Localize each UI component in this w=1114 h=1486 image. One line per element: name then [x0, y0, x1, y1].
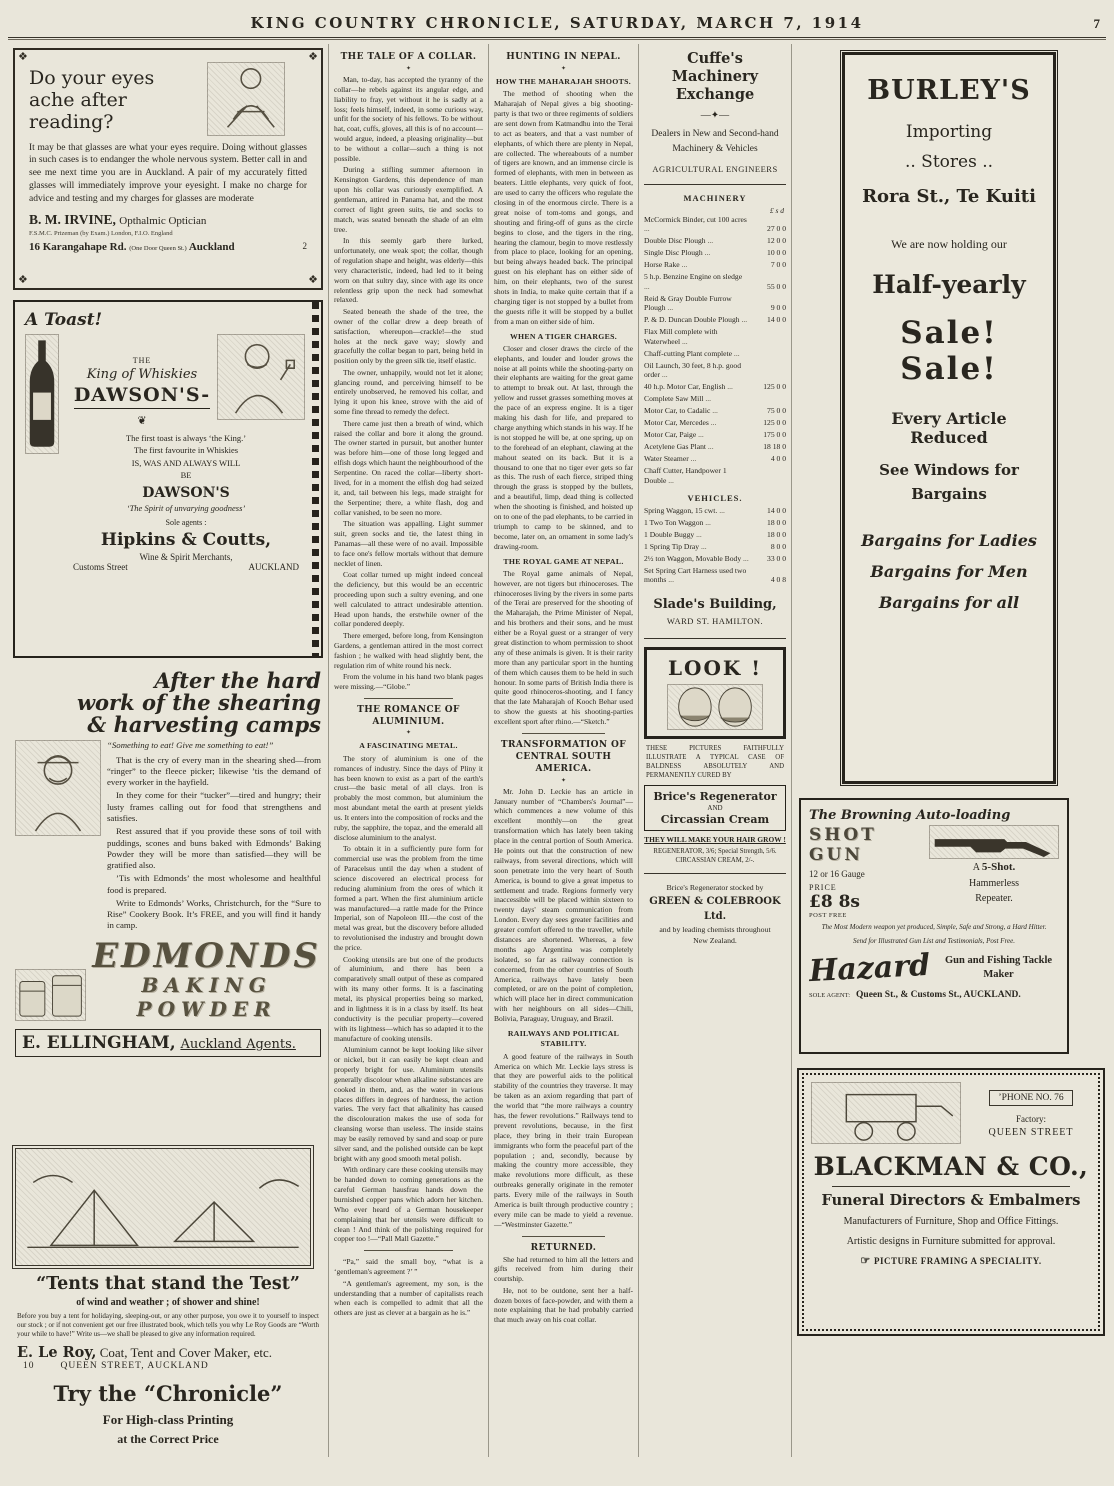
premises-line — [644, 597, 786, 626]
stockists-block — [644, 882, 786, 947]
article-body — [334, 1257, 483, 1318]
price-row: Flax Mill complete with Waterwheel ... — [644, 327, 786, 346]
chronicle-printing-ad — [13, 1381, 323, 1447]
price-row: McCormick Binder, cut 100 acres ... 27 0 0 — [644, 215, 786, 234]
paragraph: Cooking utensils are but one of the products of aluminium, and there has been a comparatively small output of these as compared with its many other forms. It is a fascinating metal, its physical properties being so marked, and in lightness it is in a class by itself. Its heat conductivity is the peculiar property—covered with its lightness—which has so adapted it to the manufacture of cooking utensils. — [334, 954, 483, 1043]
section-rule — [644, 638, 786, 639]
article-divider — [364, 698, 453, 699]
paragraph: ’Tis with Edmonds’ the most wholesome and healthful food is prepared. — [107, 873, 321, 895]
browning-shotgun-ad — [799, 798, 1069, 1054]
paragraph: Bargains for all — [878, 593, 1020, 612]
blackman-funeral-ad — [797, 1068, 1105, 1336]
masthead-rule-thin — [8, 39, 1106, 40]
article-subtitle: A FASCINATING METAL. — [359, 741, 458, 751]
paragraph: The first toast is always ‘the King.’ — [125, 433, 247, 443]
paragraph: “A gentleman's agreement, my son, is the understanding that a number of capitalists reach when each is compelled to admit that all the others are just as clever at a bargain as he is.” — [334, 1278, 483, 1318]
paragraph: That is the cry of every man in the shearing shed—from “ringer” to the fleece picker; likewise ’tis the demand of every worker in the hayfield. — [107, 754, 321, 788]
toasting-gentleman-illustration — [217, 334, 305, 420]
bald-heads-illustration — [667, 684, 763, 730]
price-row: Water Steamer ... 4 0 0 — [644, 454, 786, 463]
edmonds-baking-powder-ad — [13, 668, 323, 1138]
building-address: WARD ST. HAMILTON. — [666, 615, 764, 626]
paragraph: Coat collar turned up might indeed conceal the deficiency, but this would be an eccentric proceeding upon such a sultry evening, and one well calculated to attract undesirable attention. Head upon hands, the erstwhile owner of the collar pondered deeply. — [334, 570, 483, 629]
paragraph: With ordinary care these cooking utensils may be handed down to coming generations as the careful German hausfrau hands down the burnished copper pans which adorn her kitchen. Who ever heard of a German housekeeper complaining that her utensils were difficult to clean ! And think of the polishing required for copper too !—“Pall Mall Gazette.” — [334, 1165, 483, 1244]
advertiser-name — [13, 1344, 323, 1361]
article-title: HUNTING IN NEPAL. — [506, 52, 621, 62]
ad-headline: The Browning Auto-loading — [809, 808, 1011, 823]
ad-headline: Do your eyes ache after reading? — [29, 67, 155, 133]
product-name: Brice's Regenerator — [653, 789, 777, 803]
reading-man-illustration — [207, 62, 285, 136]
paragraph: He, not to be outdone, sent her a half-dozen boxes of face-powder, and with them a note explaining that he had probably carried that much away on his coat collar. — [494, 1285, 633, 1325]
column-ads-left — [8, 44, 328, 1457]
paragraph: Mr. John D. Leckie has an article in January number of “Chambers's Journal”—which commences a new volume of this excellent monthly—on the great transformation which has lately been taking place in the central portion of South America. He points out that the construction of new railways, from several directions, which will soon penetrate into the very heart of South America, is bound to give a great impetus to settlement and trade. Regions formerly very inaccessible will be placed within sixteen to twenty days' steam communication from London. Every day sees greater facilities and greater comfort offered to the traveller, while distances are shortened. Whereas, a few months ago Argentina was completely isolated, so far as railway connection is concerned, from the other countries of South America, railways have lately been completed, or are on the point of completion, which will place her in direct communication with her neighbours on all sides—Chili, Bolivia, Paraguay, Uruguay, and Brazil. — [494, 786, 633, 1024]
ad-headline: Try the “Chronicle” — [53, 1381, 283, 1407]
agents-city: AUCKLAND — [248, 562, 299, 573]
ad-corner-mark: 2 — [302, 240, 307, 251]
sole-agents-label: Sole agents : — [165, 518, 207, 528]
paragraph: A good feature of the railways in South America on which Mr. Leckie lays stress is that they are powerful aids to the political stability of the countries they traverse. It may be taken as an axiom regarding that part of the world that “the more railways a country has, the fewer revolutions.” Railways tend to prevent revolutions, because, in the first place, they bring in their train European immigrants who form the peaceful part of the population ; and, secondly, because by making the country more accessible, they make revolutions more difficult, as these outbreaks generally originate in the remoter parts. Every mile of the railways in South America is built through productive country ; every mile can be made to yield a revenue.—“Westminster Gazette.” — [494, 1051, 633, 1229]
price-row: 5 h.p. Benzine Engine on sledge ... 55 0 0 — [644, 272, 786, 291]
brand-name-repeat: DAWSON'S — [142, 485, 230, 502]
tent-camp-illustration — [15, 1148, 311, 1266]
price-row: Chaff Cutter, Handpower 1 Double ... — [644, 466, 786, 485]
slogan-lines — [67, 432, 305, 481]
price-row: Complete Saw Mill ... — [644, 394, 786, 403]
divider-ornament-icon: ✦ — [560, 65, 567, 72]
brand-name: DAWSON'S- — [74, 384, 210, 409]
divider-ornament-icon: ✦ — [560, 777, 567, 784]
contact-block — [971, 1082, 1091, 1144]
vehicles-heading: VEHICLES. — [687, 493, 743, 503]
machinery-heading: MACHINERY — [683, 192, 747, 203]
paragraph: Bargains for Ladies — [861, 531, 1037, 550]
ad-blurb: Send for Illustrated Gun List and Testimonials, Post Free. — [852, 936, 1016, 945]
street-address: 16 Karangahape Rd. — [29, 240, 127, 253]
ad-line: .. Stores .. — [904, 152, 994, 172]
price-row: Oil Launch, 30 feet, 8 h.p. good order ... — [644, 361, 786, 380]
ad-line: at the Correct Price — [117, 1432, 219, 1447]
address-note: (One Door Queen St.) — [129, 244, 187, 252]
toast-script-headline: A Toast! — [25, 310, 103, 330]
article-title: RETURNED. — [530, 1242, 597, 1253]
ad-address: Rora St., Te Kuiti — [862, 186, 1036, 207]
gauge-line: 12 or 16 Gauge — [809, 869, 865, 879]
corner-ornament-icon: ❖ — [308, 51, 318, 63]
speciality-text: PICTURE FRAMING A SPECIALITY. — [873, 1256, 1042, 1266]
paragraph: During a stifling summer afternoon in Kensington Gardens, this dependence of man upon his collar was curiously exemplified. A gentleman, attired in Panama hat, and the most correct of light green suits, tie and socks to match, was seated beneath the shade of an elm tree. — [334, 165, 483, 234]
cuffes-machinery-ad — [644, 50, 786, 626]
dealer-address: Queen St., & Customs St., AUCKLAND. — [856, 989, 1021, 1000]
advertiser-name — [644, 50, 786, 104]
ad-body: It may be that glasses are what your eyes require. Doing without glasses in such cases is to endanger the whole nervous system. Better call in and see me next time you are in Auckland. A pair of my accurately fitted glasses will immediately improve your eyesight. I make no charge for advice and testing and my charges for glasses are moderate — [29, 142, 307, 204]
paragraph: The owner, unhappily, would not let it alone; glancing round, and perceiving himself to be entirely unobserved, he removed his collar, and lying it upon his knee, strove with the aid of some fine thread to remedy the defect. — [334, 367, 483, 417]
ad-blurb: The Most Modern weapon yet produced, Simple, Safe and Strong, a Hard Hitter. — [821, 923, 1047, 931]
advertiser-name — [29, 212, 307, 228]
ad-tagline: Dealers in New and Second-hand Machinery & Vehicles — [651, 129, 779, 154]
bargains-list — [855, 531, 1043, 612]
price-row: P. & D. Duncan Double Plough ... 14 0 0 — [644, 315, 786, 324]
corner-ornament-icon: ❖ — [308, 274, 318, 286]
paragraph: Closer and closer draws the circle of the elephants, and louder and louder grows the noise at all points while the shooting-party on their elephants are waiting for the great game to attempt to break out. At last, through the yellow and russet grasses something moves at the pace of an express engine. It is a tiger making his dash for life, and prepared to charge anything which stands in his way. If he is not stopped he will be, at one spring, up on to the forehead of an elephant, clawing at the mahout seated on its back. But it is a thousand to one that no tiger ever gets so far as this. The rush of each fierce, striped thing through the grass is stopped by the bullets, and a beautiful, limp, dead thing is collected when the shooting is finished, and hoisted up on to one of the pad elephants, to be carried in triumph to camp to be skinned, and to become, later on, an ornament in some lady's drawing-room. — [494, 343, 633, 551]
price-row: 40 h.p. Motor Car, English ... 125 0 0 — [644, 382, 786, 391]
factory-label: Factory: — [1016, 1114, 1046, 1124]
price-row: Spring Waggon, 15 cwt. ... 14 0 0 — [644, 506, 786, 515]
feature-repeater: Repeater. — [975, 892, 1013, 904]
article-body — [494, 344, 633, 552]
price-row: Reid & Gray Double Furrow Plough ... 9 0 0 — [644, 294, 786, 313]
shotgun-illustration — [929, 825, 1059, 859]
feature-lines — [929, 859, 1059, 906]
sale-headline: Half-yearly — [872, 270, 1026, 299]
post-free-label: POST FREE — [809, 912, 847, 919]
advertiser-name: BLACKMAN & CO., — [813, 1152, 1089, 1181]
ad-body — [107, 755, 321, 932]
article-subhead: WHEN A TIGER CHARGES. — [509, 331, 618, 341]
sale-line: Bargains — [911, 485, 987, 503]
ad-caption: THESE PICTURES FAITHFULLY ILLUSTRATE A TYPICAL CASE OF BALDNESS ABSOLUTELY AND PERMANENTLY CURED BY — [646, 744, 784, 780]
article-tale-of-a-collar — [334, 52, 483, 692]
agent-name: E. ELLINGHAM, — [22, 1033, 176, 1054]
headline-line: After the hard — [154, 668, 321, 693]
whisky-bottle-illustration — [25, 334, 59, 454]
article-joke — [334, 1257, 483, 1318]
conjunction-label: AND — [707, 803, 723, 812]
price-row: 2½ ton Waggon, Movable Body ... 33 0 0 — [644, 554, 786, 563]
price-row: Horse Rake ... 7 0 0 — [644, 260, 786, 269]
brand-line: EDMONDS — [92, 936, 321, 977]
product-box — [644, 785, 786, 831]
article-subhead: THE ROYAL GAME AT NEPAL. — [503, 556, 624, 566]
address-line — [29, 241, 307, 253]
ad-role: AGRICULTURAL ENGINEERS — [652, 163, 778, 174]
brand-motto: ‘The Spirit of unvarying goodness’ — [126, 503, 246, 514]
article-body — [334, 75, 483, 692]
article-body — [494, 89, 633, 326]
street-number: 10 — [23, 1361, 35, 1372]
article-body — [494, 569, 633, 727]
section-rule — [832, 1186, 1070, 1187]
feature-hammerless: Hammerless — [969, 877, 1019, 889]
ad-line: Artistic designs in Furniture submitted for approval. — [846, 1235, 1056, 1247]
look-box — [644, 647, 786, 739]
ad-line: We are now holding our — [891, 237, 1007, 251]
paragraph: Aluminium cannot be kept looking like silver or nickel, but it can easily be kept clean and properly bright for use. Aluminium utensils generally discolour when alkaline substances are cooked in them, and, as the water in various places differs in degrees of hardness, the action varies. The very fact that alkalinity has caused the discolouration makes the use of soda for cleansing worse than useless. The inside stains may be easily removed by sand and soap or pure silver sand, and the polished outside can be kept bright with any good smooth metal polish. — [334, 1045, 483, 1163]
ad-headline: “Tents that stand the Test” — [36, 1274, 300, 1294]
brand-line: BAKING — [141, 973, 272, 998]
brices-hair-ad — [644, 647, 786, 947]
price-row: Double Disc Plough ... 12 0 0 — [644, 236, 786, 245]
price-row: Motor Car, to Cadalic ... 75 0 0 — [644, 406, 786, 415]
factory-address: QUEEN STREET — [988, 1127, 1074, 1138]
leroy-tents-ad — [13, 1148, 323, 1371]
headline-line: & harvesting camps — [87, 712, 321, 738]
paragraph: In this seemly garb there lurked, unfortunately, one weak spot; the collar, though of regulation shape and height, was elderly—this very characteristic, indeed, had led to it being worn on that sultry day, since with age its once relentless grip upon the neck had somewhat relaxed. — [334, 236, 483, 305]
stocked-by-line: and by leading chemists throughout — [659, 924, 771, 934]
article-title: THE TALE OF A COLLAR. — [340, 52, 477, 62]
speciality-line — [811, 1254, 1091, 1267]
price-row: Motor Car, Paige ... 175 0 0 — [644, 430, 786, 439]
section-rule — [644, 184, 786, 185]
page-columns — [8, 44, 1106, 1457]
advertiser-role: Coat, Tent and Cover Maker, etc. — [99, 1345, 273, 1361]
street-address: QUEEN STREET, AUCKLAND — [60, 1361, 209, 1372]
paragraph: From the volume in his hand two blank pages were missing.—“Globe.” — [334, 671, 483, 691]
newspaper-title: KING COUNTRY CHRONICLE, SATURDAY, MARCH 7, 1914 — [250, 14, 864, 32]
city: Auckland — [188, 240, 235, 253]
agent-line — [15, 1029, 321, 1057]
address-line — [13, 1361, 323, 1371]
paragraph: There emerged, before long, from Kensington Gardens, a gentleman attired in the most correct fashion ; he walked with head slightly bent, the regulation rim of white round his neck. — [334, 630, 483, 670]
article-subhead: HOW THE MAHARAJAH SHOOTS. — [495, 76, 631, 86]
corner-ornament-icon: ❖ — [18, 51, 28, 63]
phone-number: ’PHONE NO. 76 — [989, 1090, 1072, 1106]
stocked-by-line: Brice's Regenerator stocked by — [666, 882, 764, 892]
irvine-optician-ad — [13, 48, 323, 290]
article-transformation-south-america — [494, 740, 633, 1230]
price-row: Motor Car, Mercedes ... 125 0 0 — [644, 418, 786, 427]
ad-promise: THEY WILL MAKE YOUR HAIR GROW ! — [644, 834, 786, 844]
product-name: SHOT GUN — [809, 825, 877, 865]
paragraph: IS, WAS AND ALWAYS WILL — [131, 457, 241, 468]
article-body — [494, 787, 633, 1024]
paragraph: “Pa,” said the small boy, “what is a ‘gentleman's agreement ?’ ” — [334, 1257, 483, 1277]
advertiser-role: Funeral Directors & Embalmers — [821, 1192, 1081, 1209]
ad-line: For High-class Printing — [102, 1412, 234, 1428]
article-body — [334, 754, 483, 1245]
brand-tagline: King of Whiskies — [86, 367, 198, 382]
advertiser-role: Opthalmic Optician — [119, 214, 207, 227]
agents-street: Customs Street — [73, 562, 128, 573]
article-body — [494, 1255, 633, 1326]
pointing-hand-icon: ☞ — [860, 1255, 874, 1267]
paragraph: The first favourite in Whiskies — [133, 445, 239, 456]
ad-subhead: of wind and weather ; of shower and shine! — [76, 1297, 260, 1308]
paragraph: In they come for their “tucker”—tired and hungry; their lusty frames calling out for food that strengthens and satisfies. — [107, 790, 321, 824]
advertiser-name-text: B. M. IRVINE, — [29, 211, 116, 227]
paragraph: There came just then a breath of wind, which raised the collar and bore it along the ground. The owner started in pursuit, but another hunter was before him—one of those long legged and elfish dogs which haunt the neighbourhood of the Serpentine. On raced the collar—liberty short-lived, for in a moment the elfish dog had seized it, and, tail between his legs, made straight for the Serpentine; there, a white flash, dog and collar vanished, to be seen no more. — [334, 418, 483, 517]
brand-prefix: THE — [132, 356, 152, 365]
price-row: Single Disc Plough ... 10 0 0 — [644, 248, 786, 257]
column-ads-right — [791, 44, 1106, 1457]
hearse-illustration — [811, 1082, 961, 1144]
advertiser-name: BURLEY'S — [867, 75, 1031, 106]
paragraph: Rest assured that if you provide these sons of toil with puddings, scones and buns baked with Edmonds’ Baking Powder they will be more than satisfied—they will be gratified also. — [107, 826, 321, 871]
article-title: TRANSFORMATION OF CENTRAL SOUTH AMERICA. — [500, 740, 627, 774]
agents-name: Hipkins & Coutts, — [100, 530, 272, 551]
sale-line: See Windows for — [879, 461, 1019, 479]
article-returned — [494, 1243, 633, 1326]
divider-ornament-icon: —✦— — [700, 110, 730, 122]
sale-headline: Sale! Sale! — [900, 315, 998, 387]
paragraph: The method of shooting when the Maharajah of Nepal gives a big shooting-party is that two or three regiments of soldiers are sent down from Katmandhu into the Terai to act as beaters, and that a vast number of elephants, of which there are plenty in Nepal, are collected. The whereabouts of a number of tigers are known, and an immense circle is formed of elephants, with men in between as beaters. Little elephants, very quick of foot, are used to carry the officers who regulate the closing in of the enormous circle. There is a great noise of tom-toms and gongs, and shouting and firing-off of guns as the circle begins to close, and the tigers in the ring, hearing the clamour, begin to move restlessly from place to place, looking for an opening, but being always headed back. The principal guest on his elephant has on either side of him, on their elephants, two of the surest shots in India, to make quite certain that if a charging tiger is not stopped by a bullet from the guests rifle it will be stopped by a bullet from a man on either side of him. — [494, 89, 633, 326]
article-romance-of-aluminium — [334, 705, 483, 1245]
paragraph: The situation was appalling. Light summer suit, green socks and tie, the latest thing in Panamas—all these were of no avail. Impossible to face one's fellow mortals without that demure necklet of linen. — [334, 519, 483, 568]
currency-header: £ s d — [769, 205, 784, 215]
article-divider — [522, 1236, 605, 1237]
credentials: F.S.M.C. Prizeman (by Exam.) London, F.I.O. England — [29, 229, 173, 237]
feature-shots: 5-Shot. — [981, 861, 1016, 873]
paragraph: Write to Edmonds’ Works, Christchurch, for the “Sure to Rise” Cookery Book. It’s FREE, and you will find it handy in camp. — [107, 897, 321, 931]
paragraph: Man, to-day, has accepted the tyranny of the collar—he rebels against its angular edge, and liability to fray, yet without it he is sadly at a loss; feels himself, indeed, in some curious way, unfit for the society of his fellows. To be without hat, coat, cuffs, gloves, all this is of no account—would argue, indeed, a pleasing originality—but to be without a collar—such a thing is not possible. — [334, 74, 483, 163]
advertiser-name-line: Cuffe's Machinery — [671, 50, 759, 86]
machinery-price-list — [644, 215, 786, 485]
advertiser-name-line: Exchange — [675, 86, 755, 104]
baking-powder-tins-illustration — [15, 969, 86, 1021]
price-row: Set Spring Cart Harness used two months ... 4 0 8 — [644, 566, 786, 585]
vehicles-price-list — [644, 506, 786, 585]
price-row: 1 Two Ton Waggon ... 18 0 0 — [644, 518, 786, 527]
ad-headline — [15, 670, 321, 736]
agent-role: Auckland Agents. — [180, 1037, 296, 1053]
price-line: REGENERATOR, 3/6; Special Strength, 5/6. CIRCASSIAN CREAM, 2/-. — [653, 847, 777, 864]
article-body — [494, 1052, 633, 1230]
price-row: Chaff-cutting Plant complete ... — [644, 349, 786, 358]
paragraph: To obtain it in a sufficiently pure form for commercial use was the problem from the time of Paracelsus until the day when a student of science discovered an electrical process for reducing aluminium from the ores of which it formed a part. When the first aluminium article was manufactured—a rattle made for the Prince Imperial, son of Napoleon III.—the cost of the metal was great, but the discovery before alluded to revolutionised the industry and brought down the price. — [334, 844, 483, 953]
dealer-role: Gun and Fishing Tackle Maker — [944, 955, 1053, 981]
product-name: Circassian Cream — [660, 812, 770, 826]
column-articles-1 — [328, 44, 488, 1457]
ad-quote: “Something to eat! Give me something to eat!” — [107, 740, 274, 751]
price-row: 1 Double Buggy ... 18 0 0 — [644, 530, 786, 539]
paragraph: The story of aluminium is one of the romances of industry. Since the days of Pliny it has been known to exist as a part of the earth's crust—the basic metal of all clays. Iron is probably the most common, but aluminium the most abundant metal the earth at present yields us. It enters into the composition of rocks and the ruby, the sapphire, the topaz, and the emerald all disclose aluminium to the analyst. — [334, 753, 483, 842]
advertiser-name-text: E. Le Roy, — [17, 1344, 97, 1362]
dawsons-whisky-ad — [13, 300, 323, 658]
ad-line: Manufacturers of Furniture, Shop and Office Fittings. — [843, 1216, 1059, 1227]
dealer-signature: Hazard — [808, 947, 931, 989]
masthead-rule — [8, 37, 1106, 38]
page-number: 7 — [1093, 16, 1100, 31]
ad-headline: LOOK ! — [667, 655, 763, 680]
section-rule — [644, 873, 786, 874]
stockist-name: GREEN & COLEBROOK Ltd. — [649, 895, 781, 922]
sole-agent-label: SOLE AGENT: — [809, 991, 851, 999]
masthead — [8, 4, 1106, 37]
headline-line: work of the shearing — [76, 690, 321, 716]
column-articles-2 — [488, 44, 638, 1457]
stocked-by-line: New Zealand. — [693, 936, 737, 946]
feature-a: A — [972, 862, 980, 873]
ornament-icon: ❦ — [137, 415, 147, 427]
brand-wordmark — [92, 936, 321, 1022]
brand-line: POWDER — [136, 997, 277, 1022]
article-hunting-in-nepal — [494, 52, 633, 727]
agents-role: Wine & Spirit Merchants, — [139, 552, 233, 563]
paragraph: She had returned to him all the letters and gifts received from him during their courtship. — [494, 1254, 633, 1284]
ad-line: Importing — [905, 122, 993, 142]
article-title: THE ROMANCE OF ALUMINIUM. — [357, 704, 460, 727]
shearer-man-illustration — [15, 740, 101, 836]
sale-line: Every Article Reduced — [891, 409, 1007, 447]
article-divider — [364, 1250, 453, 1251]
burleys-stores-ad — [842, 52, 1056, 784]
building-name: Slade's Building, — [653, 596, 777, 612]
article-subhead: RAILWAYS AND POLITICAL STABILITY. — [507, 1029, 620, 1049]
divider-ornament-icon: ✦ — [405, 65, 412, 72]
price-value: £8 8s — [809, 892, 860, 912]
column-machinery-ads — [638, 44, 791, 1457]
paragraph: The Royal game animals of Nepal, however, are not tigers but rhinoceroses. The rhinoceroses living by the rivers in some parts of the Terai are preserved for the shooting of the Maharajah, the Prime Minister of Nepal, and his brothers and their sons, and he must either be a Royal guest or a stranger of very great distinction to whom permission to shoot any of these animals is given. It is their rarity more than any particular sport in the hunting of them which causes them to be held in such honour. In some parts of British India there is quite good rhinoceros-shooting, and I fancy that the late Maharajah of Kooch Behar used to show the guests at his shooting-parties excellent sport after rhino.—“Sketch.” — [494, 568, 633, 727]
corner-ornament-icon: ❖ — [18, 274, 28, 286]
divider-ornament-icon: ✦ — [405, 730, 412, 737]
paragraph: Bargains for Men — [870, 562, 1028, 581]
paragraph: Seated beneath the shade of the tree, the owner of the collar drew a deep breath of satisfaction, whereupon—crackle!—the stud holes at the neck gave way; slowly and gracefully the collar began to part, being held in position only by the green silk tie, itself elastic. — [334, 306, 483, 366]
article-divider — [522, 733, 605, 734]
ad-body: Before you buy a tent for holidaying, sleeping-out, or any other purpose, you owe it to yourself to inspect our stock ; or if not convenient get our free illustrated book, which tells you why Le Roy Goods are “Worth your while to have!” Write us—we shall be pleased to give any information required. — [17, 1312, 319, 1339]
price-label: PRICE — [809, 883, 837, 892]
price-row: Acetylene Gas Plant ... 18 18 0 — [644, 442, 786, 451]
paragraph: BE — [180, 469, 192, 480]
price-row: 1 Spring Tip Dray ... 8 0 0 — [644, 542, 786, 551]
